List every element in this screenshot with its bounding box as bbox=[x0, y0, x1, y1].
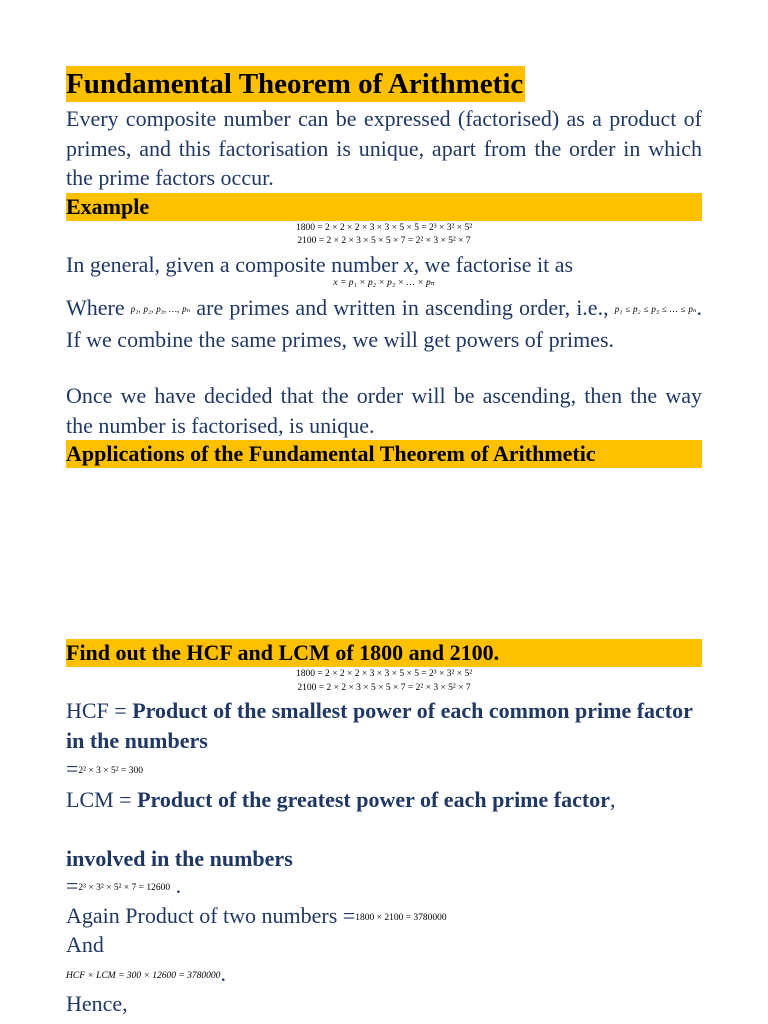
intro-paragraph: Every composite number can be expressed (factorised) as a product of primes, and this factorisation is unique, apart from the order in which the prime factors occur. bbox=[66, 106, 702, 190]
and-text: And bbox=[66, 932, 104, 957]
general-text-end: , we factorise it as bbox=[413, 252, 574, 277]
where-primes-equation: p₁, p₂, p₃, …, pₙ bbox=[130, 304, 191, 314]
equation-2100: 2100 = 2 × 2 × 3 × 5 × 5 × 7 = 2² × 3 × 5² × 7 bbox=[297, 236, 471, 246]
hcf-lcm-line bbox=[66, 960, 226, 990]
unique-paragraph: Once we have decided that the order will be ascending, then the way the number is factorised, is unique. bbox=[66, 383, 702, 438]
where-text-start: Where bbox=[66, 295, 131, 320]
hcf-result: 2² × 3 × 5² = 300 bbox=[78, 766, 143, 776]
problem-equation-1800: 1800 = 2 × 2 × 2 × 3 × 3 × 5 × 5 = 2³ × 3² × 5² bbox=[295, 669, 473, 679]
hence-text: Hence, bbox=[66, 991, 128, 1016]
lcm-definition-2: involved in the numbers bbox=[66, 846, 293, 871]
lcm-result: 2³ × 3² × 5² × 7 = 12600 bbox=[78, 883, 171, 893]
equation-general: x = p₁ × p₂ × p₃ × … × pₙ bbox=[333, 278, 435, 288]
general-variable: x bbox=[403, 252, 414, 277]
lcm-result-line bbox=[66, 872, 181, 902]
hcf-lcm-period: . bbox=[220, 961, 226, 986]
product-text: Again Product of two numbers bbox=[66, 903, 343, 928]
where-text-end: . If we combine the same primes, we will get powers of primes. bbox=[66, 295, 702, 352]
lcm-period: . bbox=[175, 873, 182, 898]
equation-1800: 1800 = 2 × 2 × 2 × 3 × 3 × 5 × 5 = 2³ × 3² × 5² bbox=[295, 223, 473, 233]
lcm-comma: , bbox=[609, 787, 616, 812]
product-equals-sign: = bbox=[342, 903, 356, 928]
problem-heading: Find out the HCF and LCM of 1800 and 2100. bbox=[66, 639, 702, 667]
problem-equation-2100: 2100 = 2 × 2 × 3 × 5 × 5 × 7 = 2² × 3 × 5² × 7 bbox=[297, 683, 471, 693]
where-order-equation: p₁ ≤ p₂ ≤ p₃ ≤ … ≤ pₙ bbox=[614, 304, 697, 314]
where-text-middle: are primes and written in ascending order, i.e., bbox=[190, 295, 615, 320]
page-title: Fundamental Theorem of Arithmetic bbox=[66, 68, 524, 100]
hcf-definition: Product of the smallest power of each common prime factor in the numbers bbox=[66, 698, 693, 753]
product-result: 1800 × 2100 = 3780000 bbox=[355, 913, 447, 923]
where-paragraph bbox=[66, 293, 702, 354]
lcm-paragraph bbox=[66, 785, 702, 815]
hcf-equals-sign: = bbox=[66, 756, 79, 781]
example-heading: Example bbox=[66, 193, 702, 221]
applications-heading: Applications of the Fundamental Theorem of Arithmetic bbox=[66, 440, 702, 468]
lcm-equals-sign: = bbox=[66, 873, 79, 898]
general-text-start: In general, given a composite number bbox=[66, 252, 404, 277]
general-paragraph bbox=[66, 250, 702, 280]
hcf-result-line bbox=[66, 755, 143, 785]
lcm-definition-1: Product of the greatest power of each prime factor bbox=[137, 787, 610, 812]
hcf-paragraph bbox=[66, 696, 702, 755]
lcm-label: LCM = bbox=[66, 787, 138, 812]
hcf-lcm-equation: HCF × LCM = 300 × 12600 = 3780000 bbox=[66, 971, 221, 981]
hcf-label: HCF = bbox=[66, 698, 133, 723]
product-line bbox=[66, 902, 447, 932]
